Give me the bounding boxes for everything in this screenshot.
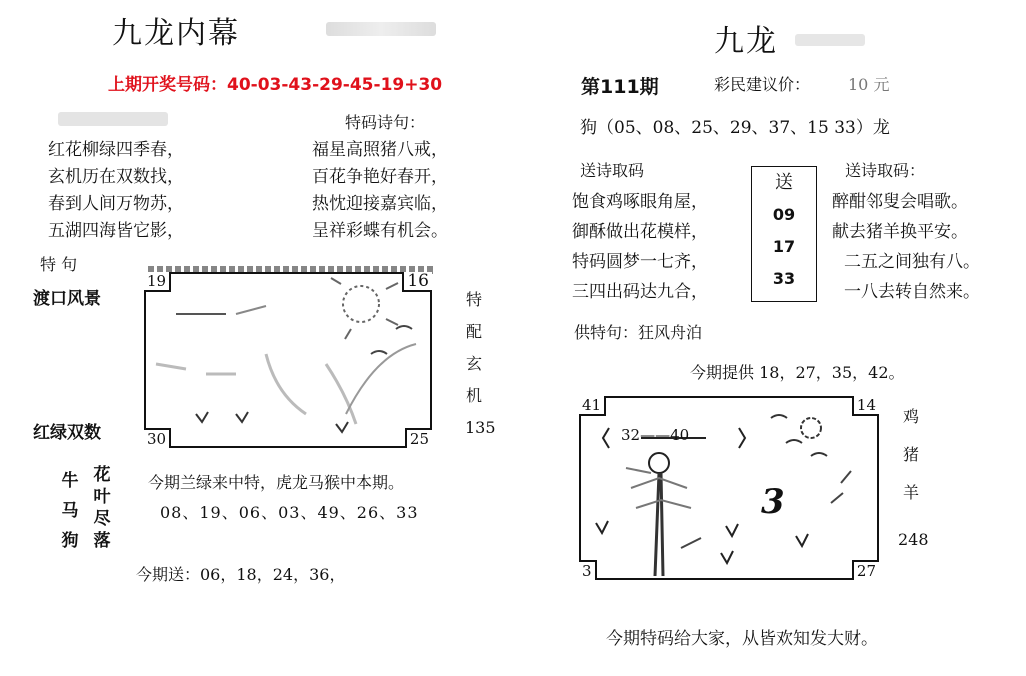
animal-item: 马 <box>61 501 79 521</box>
side-char: 特 <box>465 290 482 309</box>
box-corner-bottom-left: 3 <box>579 560 597 580</box>
left-poem-right-header: 特码诗句： <box>345 113 426 132</box>
right-poem-left <box>572 187 708 307</box>
poem-line: 一八去转自然来。 <box>844 282 980 302</box>
poem-line: 御酥做出花模样， <box>572 222 708 242</box>
left-statement: 今期兰绿来中特，虎龙马猴中本期。 <box>148 473 405 492</box>
box-corner-top-right: 16 <box>402 272 432 292</box>
right-side-number: 248 <box>898 530 929 549</box>
offer-line: 今期提供 18，27，35，42。 <box>690 363 905 382</box>
box-corner-bottom-left: 30 <box>144 428 171 448</box>
box-corner-bottom-right: 27 <box>852 560 879 580</box>
right-poem-right-header: 送诗取码： <box>845 161 926 180</box>
box-corner-bottom-right: 25 <box>405 428 432 448</box>
right-poem-right <box>832 187 980 307</box>
poem-line: 五湖四海皆它影， <box>48 221 184 241</box>
box-corner-top-right: 14 <box>852 396 879 416</box>
right-footer: 今期特码给大家，从皆欢知发大财。 <box>606 629 878 649</box>
phrase-char: 叶 <box>93 487 111 507</box>
side-animal: 鸡 <box>902 407 919 426</box>
left-picture-box <box>144 272 432 448</box>
poem-line: 呈祥彩蝶有机会。 <box>312 221 448 241</box>
supply-phrase: 供特句：狂风舟泊 <box>574 323 703 342</box>
poem-line: 春到人间万物苏， <box>48 194 184 214</box>
poem-line: 三四出码达九合， <box>572 282 708 302</box>
poem-line: 百花争艳好春开， <box>312 167 448 187</box>
left-numbers-line: 08、19、06、03、49、26、33 <box>160 503 419 522</box>
box-big-number: 3 <box>761 482 785 522</box>
left-poem-left <box>48 137 184 245</box>
flower-phrase <box>90 464 114 552</box>
poem-line: 醉酣邻叟会唱歌。 <box>832 192 968 212</box>
label-honglv: 红绿双数 <box>33 423 101 443</box>
poem-line: 红花柳绿四季春， <box>48 140 184 160</box>
animal-item: 狗 <box>61 531 79 551</box>
side-char: 配 <box>465 322 482 341</box>
te-ju-label: 特 句 <box>40 255 78 274</box>
side-animal: 猪 <box>902 445 919 464</box>
poem-line: 福星高照猪八戒， <box>312 140 448 160</box>
left-side-number: 135 <box>465 418 496 437</box>
last-draw-numbers: 上期开奖号码：40-03-43-29-45-19+30 <box>108 75 443 95</box>
left-poem-right <box>312 137 448 245</box>
left-title: 九龙内幕 <box>112 16 240 51</box>
right-picture-box <box>579 396 879 580</box>
animal-list <box>58 466 82 556</box>
phrase-char: 尽 <box>93 509 111 529</box>
side-char: 玄 <box>465 354 482 373</box>
right-title: 九龙 <box>714 24 778 59</box>
animal-item: 牛 <box>61 471 79 491</box>
right-poem-left-header: 送诗取码 <box>580 161 645 180</box>
send-box-number: 17 <box>772 237 796 256</box>
poem-line: 热忱迎接嘉宾临， <box>312 194 448 214</box>
right-side-animals <box>899 398 923 512</box>
dog-line <box>580 113 890 138</box>
side-char: 机 <box>465 386 482 405</box>
price-label: 彩民建议价： <box>714 75 811 94</box>
send-box-label: 送 <box>775 172 793 193</box>
phrase-char: 落 <box>93 531 111 551</box>
right-title-subtext-blur <box>795 34 865 46</box>
phrase-char: 花 <box>93 465 111 485</box>
left-side-text <box>462 284 486 412</box>
poem-line: 献去猪羊换平安。 <box>832 222 968 242</box>
send-box-number: 33 <box>772 269 796 288</box>
label-dukou: 渡口风景 <box>33 289 101 309</box>
left-title-subtext-blur <box>326 22 436 36</box>
left-sketch <box>146 274 430 446</box>
right-sketch <box>581 398 877 578</box>
left-give-line: 今期送：06，18，24，36， <box>136 565 346 584</box>
issue-number: 第111期 <box>581 76 659 98</box>
poem-line: 二五之间独有八。 <box>844 252 980 272</box>
dog-line-end: 龙 <box>872 118 890 138</box>
send-box-number: 09 <box>772 205 796 224</box>
box-range-text: 32——40 <box>621 426 690 444</box>
price-value: 10 元 <box>848 75 890 94</box>
dog-line-numbers: 狗（05、08、25、29、37、15 33） <box>580 118 873 138</box>
side-animal: 羊 <box>902 483 919 502</box>
poem-line: 饱食鸡啄眼角屋， <box>572 192 708 212</box>
poem-line: 特码圆梦一七齐， <box>572 252 708 272</box>
poem-line: 玄机历在双数找， <box>48 167 184 187</box>
box-corner-top-left: 19 <box>144 272 171 292</box>
send-box <box>751 166 817 302</box>
left-poem-header-blur <box>58 112 168 126</box>
box-corner-top-left: 41 <box>579 396 606 416</box>
